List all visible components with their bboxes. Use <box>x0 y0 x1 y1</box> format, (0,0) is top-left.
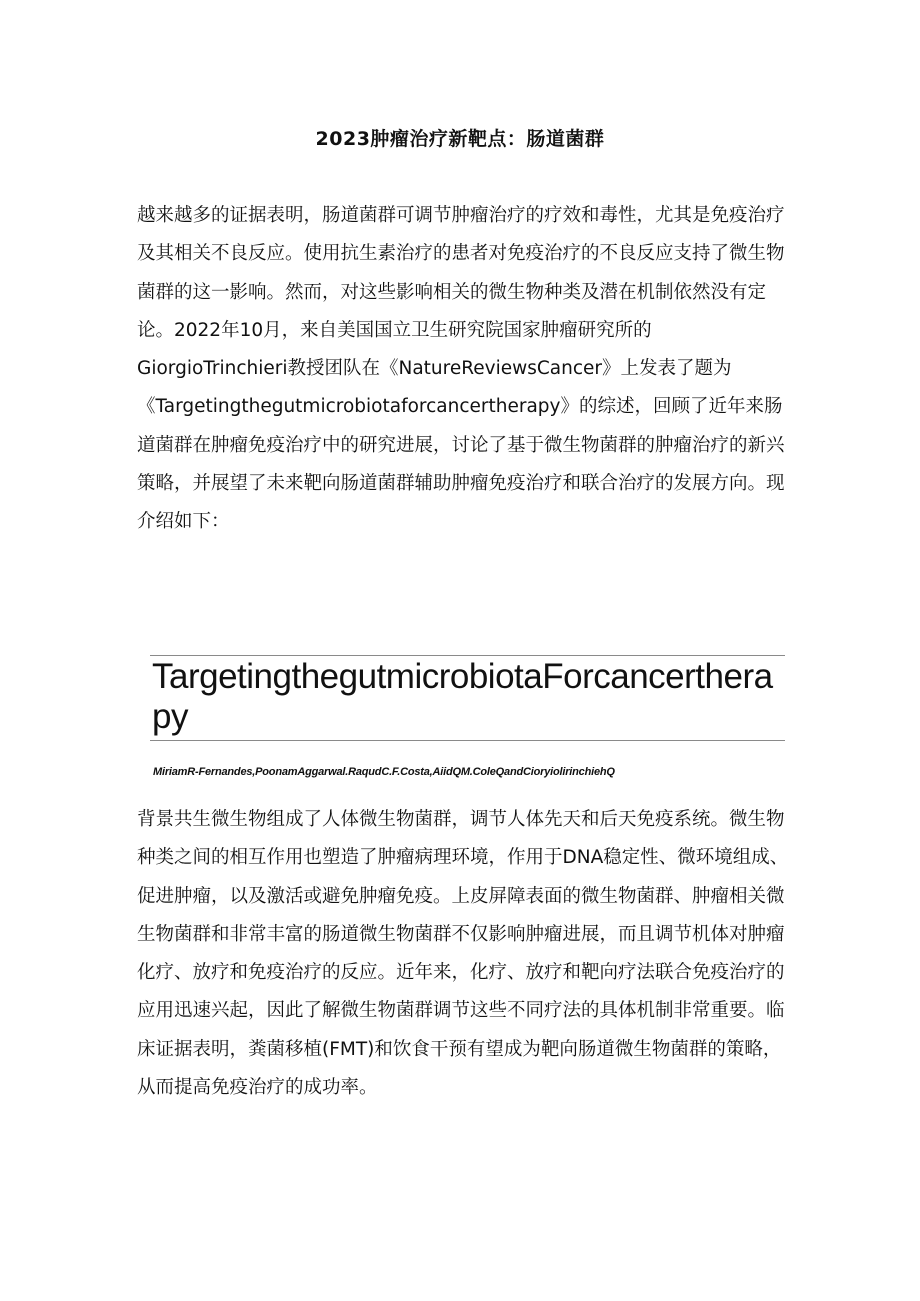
article-authors: MiriamR-Fernandes,PoonamAggarwal.RaqudC.F.Costa,AiidQM.ColeQandCioryiolirinchiehQ <box>153 766 615 778</box>
article-title-top-rule <box>150 655 785 656</box>
document-title: 2023肿瘤治疗新靶点：肠道菌群 <box>315 128 605 150</box>
intro-paragraph: 越来越多的证据表明，肠道菌群可调节肿瘤治疗的疗效和毒性，尤其是免疫治疗及其相关不良反应。使用抗生素治疗的患者对免疫治疗的不良反应支持了微生物菌群的这一影响。然而，对这些影响相关的微生物种类及潜在机制依然没有定论。2022年10月，来自美国国立卫生研究院国家肿瘤研究所的GiorgioTrinchieri教授团队在《NatureReviewsCancer》上发表了题为《Targetingthegutmicrobiotaforcancertherapy》的综述，回顾了近年来肠道菌群在肿瘤免疫治疗中的研究进展，讨论了基于微生物菌群的肿瘤治疗的新兴策略，并展望了未来靶向肠道菌群辅助肿瘤免疫治疗和联合治疗的发展方向。现介绍如下： <box>137 205 785 533</box>
background-paragraph: 背景共生微生物组成了人体微生物菌群，调节人体先天和后天免疫系统。微生物种类之间的相互作用也塑造了肿瘤病理环境，作用于DNA稳定性、微环境组成、促进肿瘤，以及激活或避免肿瘤免疫。上皮屏障表面的微生物菌群、肿瘤相关微生物菌群和非常丰富的肠道微生物菌群不仅影响肿瘤进展，而且调节机体对肿瘤化疗、放疗和免疫治疗的反应。近年来，化疗、放疗和靶向疗法联合免疫治疗的应用迅速兴起，因此了解微生物菌群调节这些不同疗法的具体机制非常重要。临床证据表明，粪菌移植(FMT)和饮食干预有望成为靶向肠道微生物菌群的策略，从而提高免疫治疗的成功率。 <box>137 809 789 1099</box>
article-title: TargetingthegutmicrobiotaForcancertherapy <box>152 657 773 736</box>
article-title-bottom-rule <box>150 740 785 741</box>
